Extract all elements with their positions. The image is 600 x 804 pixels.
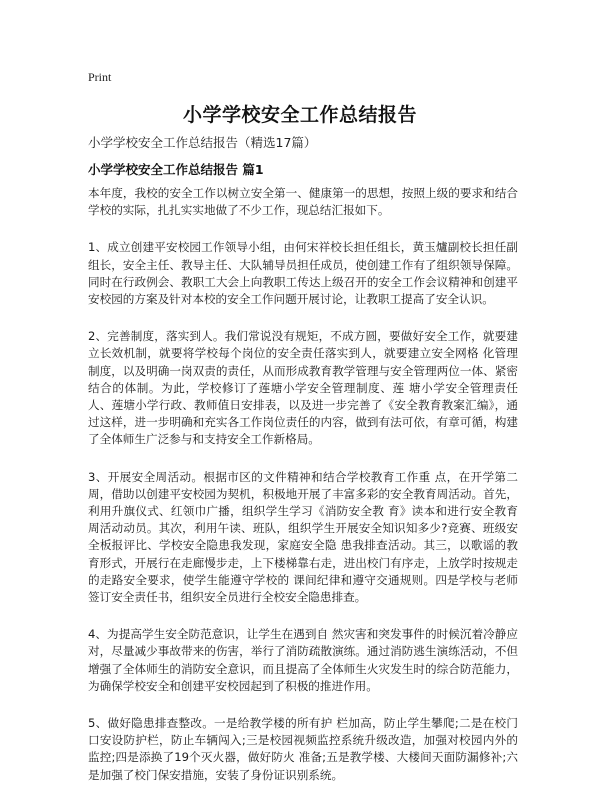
paragraph-4: 4、为提高学生安全防范意识，让学生在遇到自 然灾害和突发事件的时候沉着冷静应对，尽量减少事故带来的伤害，举行了消防疏散演练。通过消防逃生演练活动，不但增强了全体师生的消防安全意识，而且提高了全体师生火灾发生时的综合防范能力，为确保学校安全和创建平安校园起到了积极的推进作用。 (88, 627, 518, 693)
paragraph-1: 1、成立创建平安校园工作领导小组，由何宋祥校长担任组长，黄玉爐副校长担任副组长，安全主任、教导主任、大队辅导员担任成员，使创建工作有了组织领导保障。同时在行政例会、教职工大会上向教职工传达上级召开的安全工作会议精神和创建平安校园的方案及针对本校的安全工作问题开展讨论，让教职工提高了安全认识。 (88, 240, 518, 307)
document-body (88, 185, 518, 804)
section-heading: 小学学校安全工作总结报告 篇1 (88, 162, 264, 177)
document-subtitle: 小学学校安全工作总结报告（精选17篇） (88, 135, 317, 150)
paragraph-intro: 本年度，我校的安全工作以树立安全第一、健康第一的思想，按照上级的要求和结合学校的实际，扎扎实实地做了不少工作，现总结汇报如下。 (88, 186, 518, 218)
paragraph-5: 5、做好隐患排查整改。一是给教学楼的所有护 栏加高，防止学生攀爬;二是在校门口安设防护栏，防止车辆闯入;三是校园视频监控系统升级改造，加强对校园内外的监控;四是添换了19个灭火器，做好防火 准备;五是教学楼、大楼间天面防漏修补;六是加强了校门保安措施，安装了身份证识别系统。 (88, 716, 518, 782)
print-label: Print (88, 70, 112, 84)
paragraph-2: 2、完善制度，落实到人。我们常说没有规矩，不成方圆，要做好安全工作，就要建立长效机制，就要将学校每个岗位的安全责任落实到人，就要建立安全网格 化管理制度，以及明确一岗双责的责任，从而形成教育教学管理与安全管理两位一体、紧密结合的体制。为此，学校修订了莲塘小学安全管理制度、莲 塘小学安全管理责任人、莲塘小学行政、教师值日安排表，以及进一步完善了《安全教育教案汇编》，通过这样，进一步明确和充实各工作岗位责任的内容，做到有法可依，有章可循，构建了全体师生广泛参与和支持安全工作新格局。 (88, 329, 518, 447)
page-title: 小学学校安全工作总结报告 (182, 104, 417, 126)
paragraph-3: 3、开展安全周活动。根据市区的文件精神和结合学校教育工作重 点，在开学第二周，借助以创建平安校园为契机，积极地开展了丰富多彩的安全教育周活动。首先，利用升旗仪式、红领巾广播，组织学生学习《消防安全教 育》读本和进行安全教育周活动动员。其次，利用午读、班队，组织学生开展安全知识知多少?竞赛、班级安全板报评比、学校安全隐患我发现，家庭安全隐 患我排查活动。其三，以歌谣的教育形式，开展行在走廊慢步走，上下楼梯靠右走，进出校门有序走，上放学时按规走的走路安全要求，使学生能遵守学校的 课间纪律和遵守交通规则。四是学校与老师签订安全责任书，组织安全员进行全校安全隐患排查。 (88, 469, 518, 605)
